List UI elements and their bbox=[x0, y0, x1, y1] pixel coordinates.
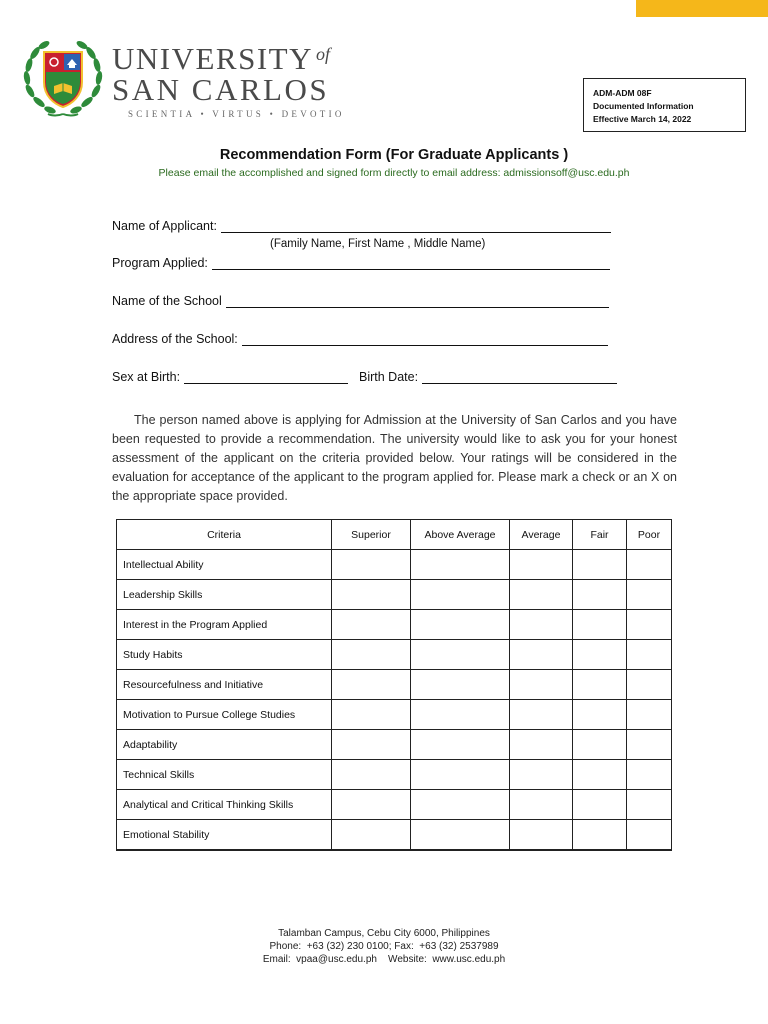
rating-cell[interactable] bbox=[627, 730, 672, 760]
school-name-field bbox=[112, 294, 609, 308]
criteria-label: Interest in the Program Applied bbox=[117, 610, 332, 640]
birth-date-line[interactable] bbox=[422, 370, 617, 384]
criteria-label: Intellectual Ability bbox=[117, 550, 332, 580]
rating-cell[interactable] bbox=[627, 700, 672, 730]
rating-cell[interactable] bbox=[332, 790, 411, 820]
doc-code: ADM-ADM 08F bbox=[593, 88, 652, 98]
sex-field bbox=[112, 370, 348, 384]
rating-cell[interactable] bbox=[573, 790, 627, 820]
footer-email: Email: vpaa@usc.edu.ph Website: www.usc.edu.ph bbox=[262, 954, 506, 965]
rating-cell[interactable] bbox=[510, 670, 573, 700]
rating-cell[interactable] bbox=[510, 580, 573, 610]
university-wordmark bbox=[112, 38, 345, 119]
doc-effective: Effective March 14, 2022 bbox=[593, 114, 692, 124]
criteria-label: Leadership Skills bbox=[117, 580, 332, 610]
doc-type: Documented Information bbox=[593, 101, 694, 111]
school-name-line[interactable] bbox=[226, 294, 609, 308]
university-line1: UNIVERSITY bbox=[112, 41, 313, 76]
rating-cell[interactable] bbox=[627, 580, 672, 610]
birth-date-label: Birth Date: bbox=[359, 370, 419, 384]
criteria-label: Technical Skills bbox=[117, 760, 332, 790]
university-line2: SAN CARLOS bbox=[112, 72, 330, 107]
table-row bbox=[117, 700, 672, 730]
rating-cell[interactable] bbox=[573, 550, 627, 580]
sex-line[interactable] bbox=[184, 370, 348, 384]
rating-cell[interactable] bbox=[411, 760, 510, 790]
rating-cell[interactable] bbox=[510, 640, 573, 670]
rating-cell[interactable] bbox=[332, 610, 411, 640]
criteria-label: Emotional Stability bbox=[117, 820, 332, 851]
school-name-label: Name of the School bbox=[112, 294, 222, 308]
table-row bbox=[117, 820, 672, 851]
program-label: Program Applied: bbox=[112, 256, 208, 270]
form-title: Recommendation Form (For Graduate Applicants ) bbox=[219, 147, 569, 163]
rating-cell[interactable] bbox=[411, 730, 510, 760]
footer-address: Talamban Campus, Cebu City 6000, Philippines bbox=[278, 928, 490, 939]
program-field bbox=[112, 256, 610, 270]
intro-text: The person named above is applying for Admission at the University of San Carlos and you have been requested to provide a recommendation. The university would like to ask you for your honest assessment of the applicant on the criteria provided below. Your ratings will be considered in the evaluation for acceptance of the applicant to the program applied for. Please mark a check or an X on the appropriate space provided. bbox=[112, 413, 677, 503]
rating-cell[interactable] bbox=[332, 580, 411, 610]
rating-cell[interactable] bbox=[573, 670, 627, 700]
rating-cell[interactable] bbox=[627, 610, 672, 640]
table-row bbox=[117, 580, 672, 610]
accent-tab bbox=[636, 0, 768, 17]
rating-cell[interactable] bbox=[573, 730, 627, 760]
table-row bbox=[117, 790, 672, 820]
rating-cell[interactable] bbox=[510, 790, 573, 820]
rating-cell[interactable] bbox=[510, 550, 573, 580]
rating-cell[interactable] bbox=[510, 610, 573, 640]
header-above-average: Above Average bbox=[411, 520, 510, 550]
university-of: of bbox=[316, 44, 331, 64]
birth-date-field bbox=[359, 370, 617, 384]
header-poor: Poor bbox=[627, 520, 672, 550]
intro-paragraph bbox=[112, 411, 677, 506]
rating-cell[interactable] bbox=[627, 760, 672, 790]
criteria-table bbox=[116, 519, 672, 851]
rating-cell[interactable] bbox=[411, 670, 510, 700]
rating-cell[interactable] bbox=[332, 760, 411, 790]
rating-cell[interactable] bbox=[510, 760, 573, 790]
rating-cell[interactable] bbox=[627, 550, 672, 580]
rating-cell[interactable] bbox=[411, 700, 510, 730]
header-criteria: Criteria bbox=[117, 520, 332, 550]
rating-cell[interactable] bbox=[573, 610, 627, 640]
rating-cell[interactable] bbox=[573, 700, 627, 730]
table-header-row bbox=[117, 520, 672, 550]
rating-cell[interactable] bbox=[627, 820, 672, 851]
header-average: Average bbox=[510, 520, 573, 550]
rating-cell[interactable] bbox=[332, 700, 411, 730]
rating-cell[interactable] bbox=[411, 820, 510, 851]
criteria-label: Analytical and Critical Thinking Skills bbox=[117, 790, 332, 820]
rating-cell[interactable] bbox=[332, 640, 411, 670]
table-row bbox=[117, 640, 672, 670]
rating-cell[interactable] bbox=[510, 730, 573, 760]
rating-cell[interactable] bbox=[332, 730, 411, 760]
form-instruction: Please email the accomplished and signed form directly to email address: admissionsoff@usc.edu.ph bbox=[158, 167, 630, 179]
rating-cell[interactable] bbox=[332, 550, 411, 580]
school-address-line[interactable] bbox=[242, 332, 608, 346]
sex-label: Sex at Birth: bbox=[112, 370, 181, 384]
applicant-name-label: Name of Applicant: bbox=[112, 219, 217, 233]
footer bbox=[0, 927, 768, 966]
rating-cell[interactable] bbox=[411, 790, 510, 820]
table-row bbox=[117, 760, 672, 790]
rating-cell[interactable] bbox=[332, 820, 411, 851]
rating-cell[interactable] bbox=[627, 790, 672, 820]
rating-cell[interactable] bbox=[411, 640, 510, 670]
applicant-name-hint: (Family Name, First Name , Middle Name) bbox=[270, 238, 486, 250]
criteria-label: Study Habits bbox=[117, 640, 332, 670]
rating-cell[interactable] bbox=[411, 550, 510, 580]
table-row bbox=[117, 670, 672, 700]
applicant-name-line[interactable] bbox=[221, 219, 611, 233]
applicant-name-field bbox=[112, 219, 611, 233]
criteria-label: Motivation to Pursue College Studies bbox=[117, 700, 332, 730]
rating-cell[interactable] bbox=[573, 820, 627, 851]
table-row bbox=[117, 610, 672, 640]
university-seal-icon bbox=[22, 36, 104, 118]
document-control-box bbox=[583, 78, 746, 132]
rating-cell[interactable] bbox=[510, 820, 573, 851]
rating-cell[interactable] bbox=[332, 670, 411, 700]
table-row bbox=[117, 730, 672, 760]
header-superior: Superior bbox=[332, 520, 411, 550]
rating-cell[interactable] bbox=[627, 670, 672, 700]
school-address-field bbox=[112, 332, 608, 346]
rating-cell[interactable] bbox=[573, 580, 627, 610]
table-row bbox=[117, 550, 672, 580]
rating-cell[interactable] bbox=[411, 580, 510, 610]
rating-cell[interactable] bbox=[627, 640, 672, 670]
program-line[interactable] bbox=[212, 256, 610, 270]
rating-cell[interactable] bbox=[411, 610, 510, 640]
header-fair: Fair bbox=[573, 520, 627, 550]
school-address-label: Address of the School: bbox=[112, 332, 238, 346]
criteria-label: Adaptability bbox=[117, 730, 332, 760]
rating-cell[interactable] bbox=[510, 700, 573, 730]
rating-cell[interactable] bbox=[573, 640, 627, 670]
criteria-label: Resourcefulness and Initiative bbox=[117, 670, 332, 700]
university-motto: SCIENTIA • VIRTUS • DEVOTIO bbox=[128, 109, 345, 119]
footer-phone: Phone: +63 (32) 230 0100; Fax: +63 (32) 2537989 bbox=[269, 941, 499, 952]
rating-cell[interactable] bbox=[573, 760, 627, 790]
